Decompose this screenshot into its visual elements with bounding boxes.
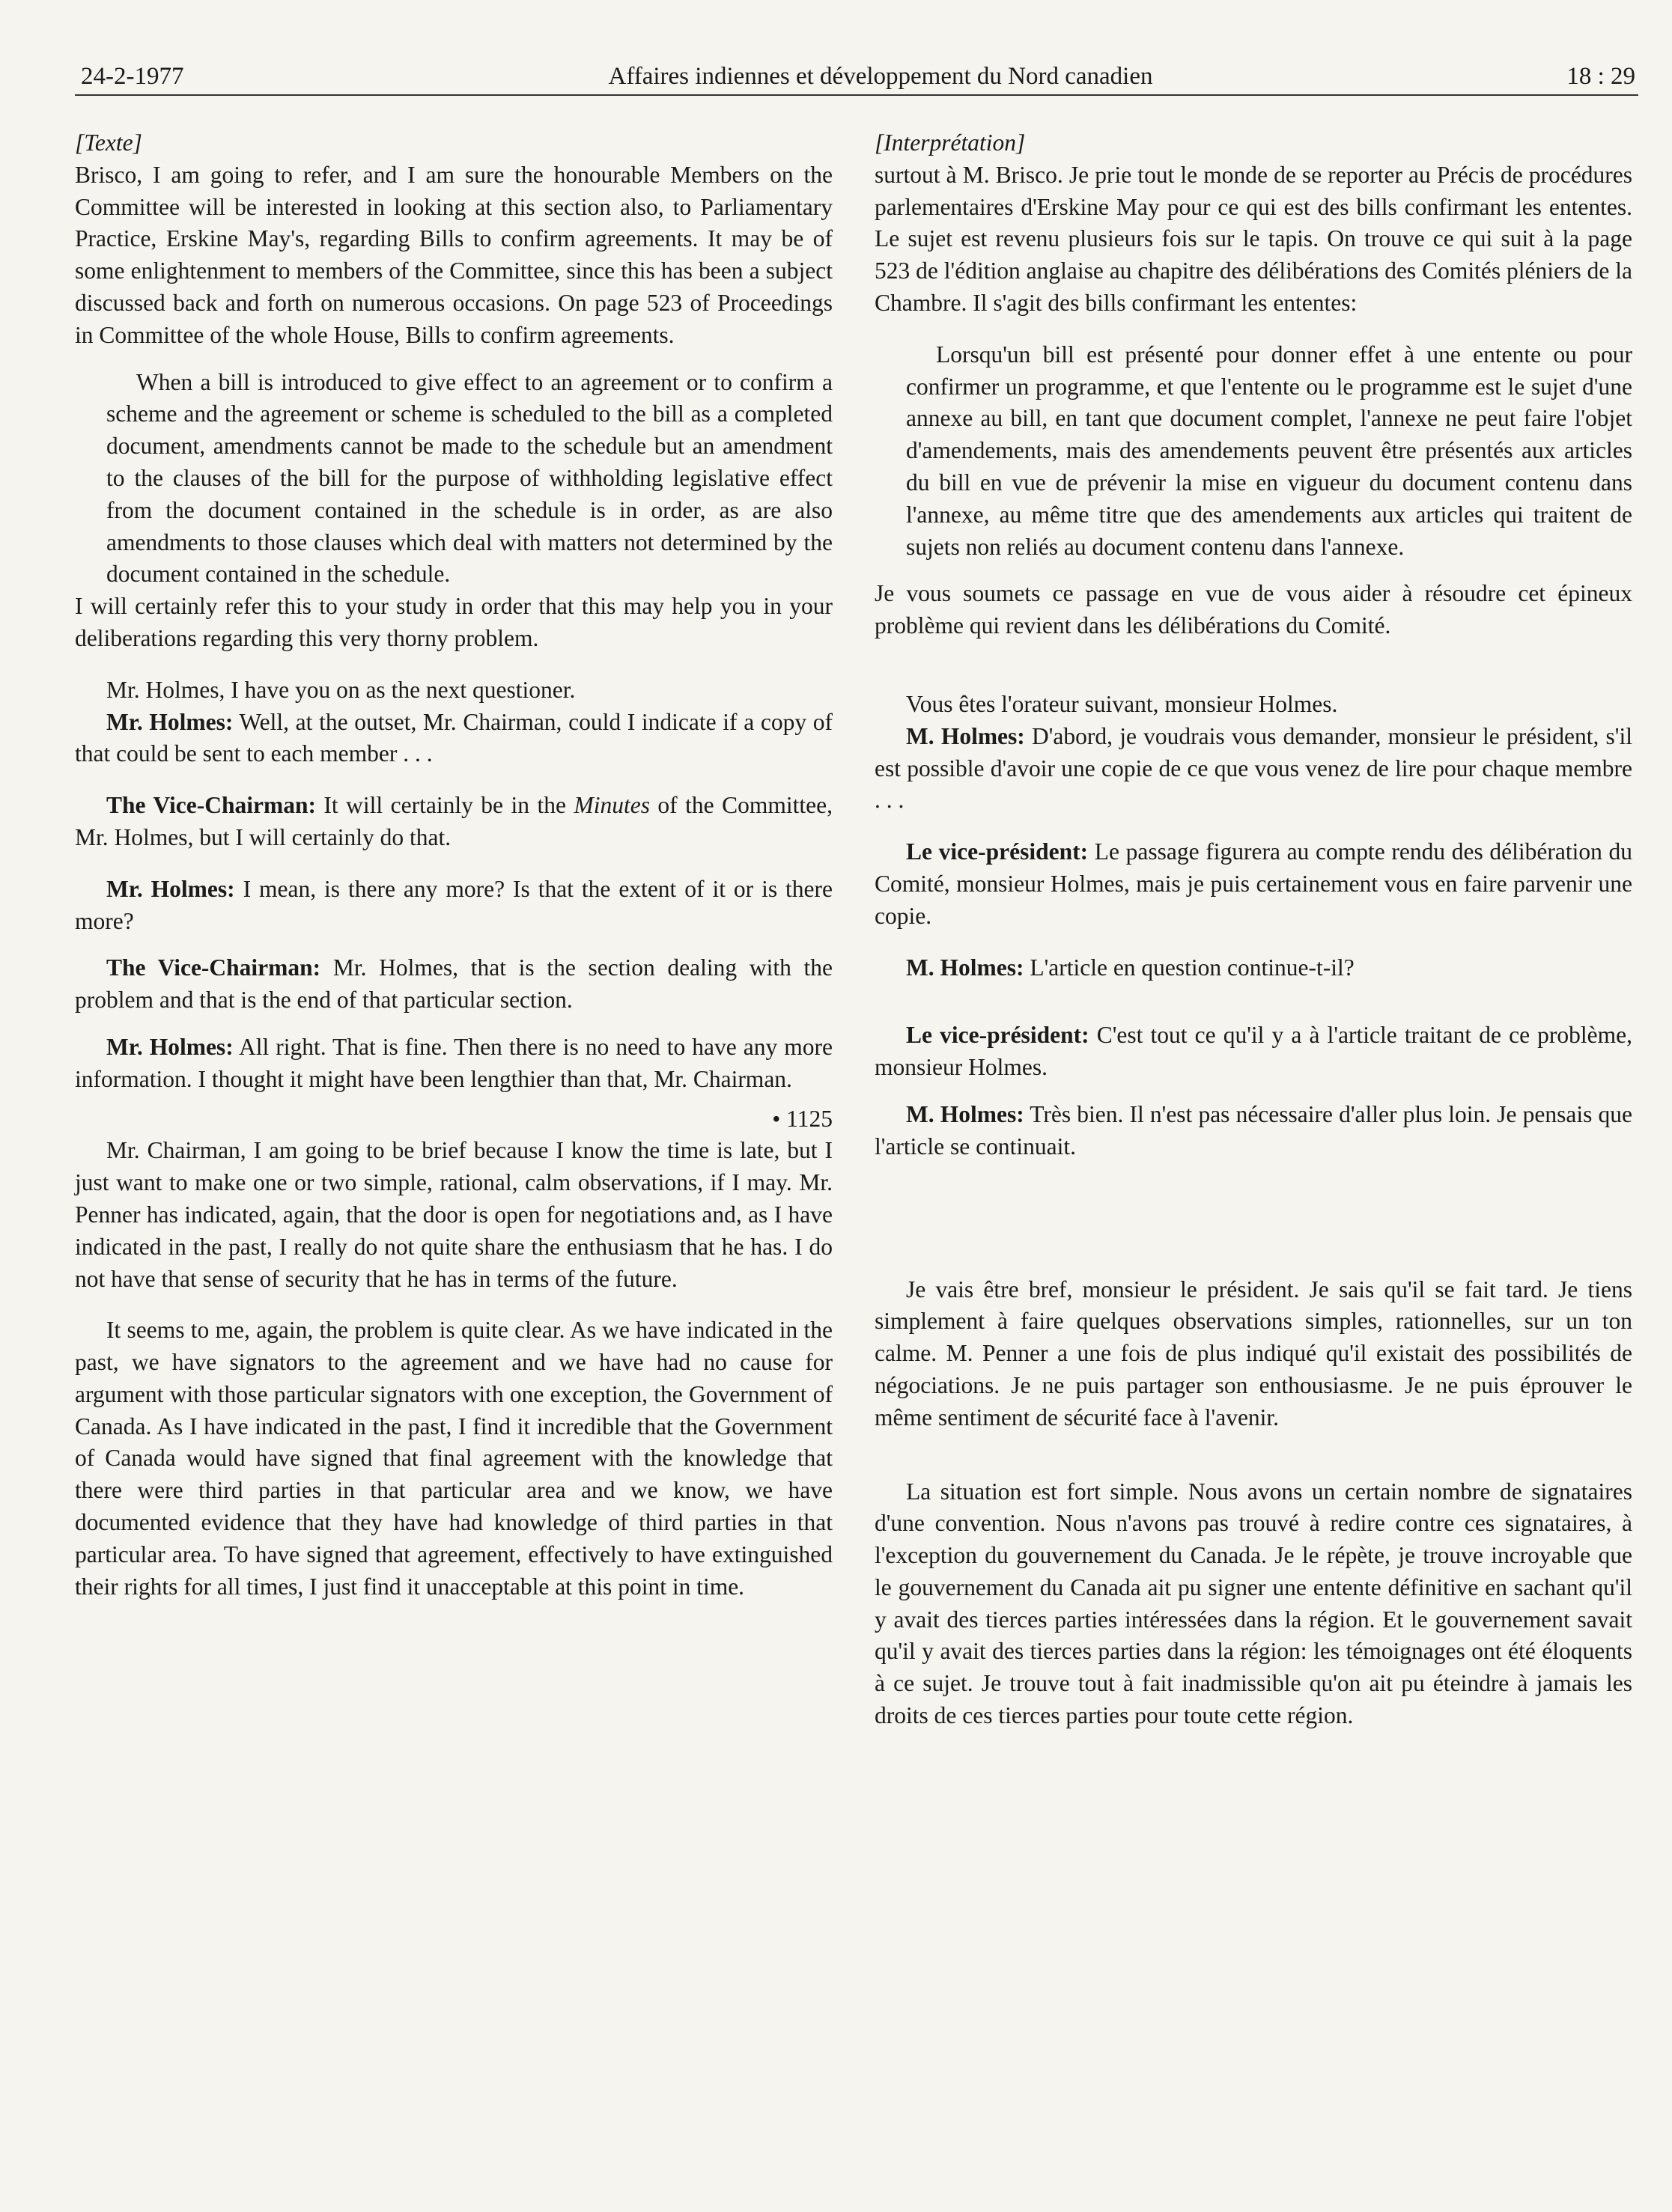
speaker-name: Mr. Holmes: (106, 875, 235, 902)
speaker-turn (875, 1099, 1632, 1163)
speech-text: C'est tout ce qu'il y a à l'article traitant de ce problème, monsieur Holmes. (875, 1022, 1633, 1081)
header-title: Affaires indiennes et développement du Nord canadien (608, 63, 1153, 90)
paragraph: It seems to me, again, the problem is quite clear. As we have indicated in the past, we have signators to the agreement and we have had no cause for argument with those particular signators with one exception, the Government of Canada. As I have indicated in the past, I find it incredible that the Government of Canada would have signed that final agreement with the knowledge that there were third parties in that particular area and we know, we have documented evidence that they have had knowledge of third parties in that particular area. To have signed that agreement, effectively to have extinguished their rights for all times, I just find it unacceptable at this point in time. (75, 1317, 833, 1600)
speaker-name: Mr. Holmes: (106, 1033, 234, 1060)
quote-text: Lorsqu'un bill est présenté pour donner effet à une entente ou pour confirmer un programme, et que l'entente ou le programme est le sujet d'une annexe au bill, en tant que document complet, l'annexe ne peut faire l'objet d'amendements, mais des amendements peuvent être présentés aux articles du bill en vue de prévenir la mise en vigueur du document contenu dans l'annexe, au même titre que des amendements aux articles qui traitent de sujets non reliés au document contenu dans l'annexe. (906, 341, 1632, 560)
speaker-turn (875, 721, 1632, 817)
header-page-number: 18 : 29 (1566, 63, 1635, 90)
paragraph: Je vous soumets ce passage en vue de vous aider à résoudre cet épineux problème qui revient dans les délibérations du Comité. (875, 580, 1632, 639)
header-rule (75, 94, 1638, 96)
speech-text: Le passage figurera au compte rendu des délibération du Comité, monsieur Holmes, mais je puis certainement vous en faire parvenir une copie. (875, 838, 1633, 929)
speech-text: All right. That is fine. Then there is no need to have any more information. I thought it might have been lengthier than that, Mr. Chairman. (75, 1033, 833, 1092)
speaker-name: Mr. Holmes: (106, 708, 234, 735)
speaker-name: The Vice-Chairman: (106, 792, 316, 819)
speech-text: Well, at the outset, Mr. Chairman, could I indicate if a copy of that could be sent to each member . . . (75, 708, 833, 767)
speaker-name: M. Holmes: (906, 722, 1025, 749)
text-tag: [Texte] (75, 130, 142, 156)
speaker-name: The Vice-Chairman: (106, 954, 321, 981)
paragraph: surtout à M. Brisco. Je prie tout le monde de se reporter au Précis de procédures parlementaires d'Erskine May pour ce qui est des bills confirmant les ententes. Le sujet est revenu plusieurs fois sur le tapis. On trouve ce qui suit à la page 523 de l'édition anglaise au chapitre des délibérations des Comités pléniers de la Chambre. Il s'agit des bills confirmant les ententes: (875, 161, 1632, 316)
running-header (81, 63, 1635, 102)
speaker-name: Le vice-président: (906, 838, 1089, 865)
speech-text: of the Committee, Mr. Holmes, but I will certainly do that. (75, 792, 833, 850)
french-column (875, 127, 1632, 1732)
paragraph: Brisco, I am going to refer, and I am sure the honourable Members on the Committee will be interested in looking at this section also, to Parliamentary Practice, Erskine May's, regarding Bills to confirm agreements. It may be of some enlightenment to members of the Committee, since this has been a subject discussed back and forth on numerous occasions. On page 523 of Proceedings in Committee of the whole House, Bills to confirm agreements. (75, 161, 833, 348)
quote-text: When a bill is introduced to give effect to an agreement or to confirm a scheme and the agreement or scheme is scheduled to the bill as a completed document, amendments cannot be made to the schedule but an amendment to the clauses of the bill for the purpose of withholding legislative effect from the document contained in the schedule is in order, as are also amendments to those clauses which deal with matters not determined by the document contained in the schedule. (106, 368, 833, 588)
paragraph: Mr. Chairman, I am going to be brief because I know the time is late, but I just want to make one or two simple, rational, calm observations, if I may. Mr. Penner has indicated, again, that the door is open for negotiations and, as I have indicated in the past, I really do not quite share the enthusiasm that he has. I do not have that sense of security that he has in terms of the future. (75, 1137, 833, 1292)
speech-text: D'abord, je voudrais vous demander, monsieur le président, s'il est possible d'avoir une copie de ce que vous venez de lire pour chaque membre . . . (875, 722, 1632, 814)
speech-emphasis: Minutes (574, 792, 650, 819)
speech-text: I mean, is there any more? Is that the extent of it or is there more? (75, 875, 833, 934)
paragraph: Je vais être bref, monsieur le président. Je sais qu'il se fait tard. Je tiens simplement à faire quelques observations simples, rationnelles, sur un ton calme. M. Penner a une fois de plus indiqué qu'il existait des possibilités de négociations. Je ne puis partager son enthousiasme. Je ne puis éprouver le même sentiment de sécurité face à l'avenir. (875, 1276, 1632, 1431)
paragraph: La situation est fort simple. Nous avons un certain nombre de signataires d'une convention. Nous n'avons pas trouvé à redire contre ces signataires, à l'exception du gouvernement du Canada. Je le répète, je trouve incroyable que le gouvernement du Canada ait pu signer une entente définitive en sachant qu'il y avait des tierces parties intéressées dans la région. Et le gouvernement savait qu'il y avait des tierces parties dans la région: les témoignages ont été éloquents à ce sujet. Je trouve tout à fait inadmissible qu'on ait pu éteindre à jamais les droits de ces tierces parties pour toute cette région. (875, 1478, 1632, 1729)
speech-text: Mr. Holmes, that is the section dealing with the problem and that is the end of that particular section. (75, 954, 833, 1014)
interpretation-tag: [Interprétation] (875, 130, 1026, 156)
speaker-name: Le vice-président: (906, 1022, 1089, 1049)
paragraph: Vous êtes l'orateur suivant, monsieur Holmes. (906, 690, 1338, 717)
speaker-turn (75, 1032, 833, 1096)
paragraph: I will certainly refer this to your study in order that this may help you in your deliberations regarding this very thorny problem. (75, 593, 833, 651)
header-date: 24-2-1977 (81, 63, 184, 90)
speech-text: L'article en question continue-t-il? (1024, 954, 1355, 981)
speaker-turn (875, 1020, 1632, 1084)
speaker-turn (875, 952, 1632, 984)
speaker-turn (75, 790, 833, 854)
speaker-turn (75, 707, 833, 771)
speaker-name: M. Holmes: (906, 954, 1024, 981)
paragraph: Mr. Holmes, I have you on as the next questioner. (106, 676, 576, 703)
speech-text: Très bien. Il n'est pas nécessaire d'aller plus loin. Je pensais que l'article se continuait. (875, 1100, 1632, 1160)
speaker-turn (75, 952, 833, 1017)
block-quote (75, 367, 833, 591)
english-column (75, 127, 833, 1603)
speaker-turn (75, 874, 833, 938)
speaker-turn (875, 836, 1632, 932)
time-marker: • 1125 (772, 1105, 833, 1132)
speech-text: It will certainly be in the (315, 792, 574, 819)
speaker-name: M. Holmes: (906, 1100, 1024, 1127)
block-quote (875, 339, 1632, 564)
